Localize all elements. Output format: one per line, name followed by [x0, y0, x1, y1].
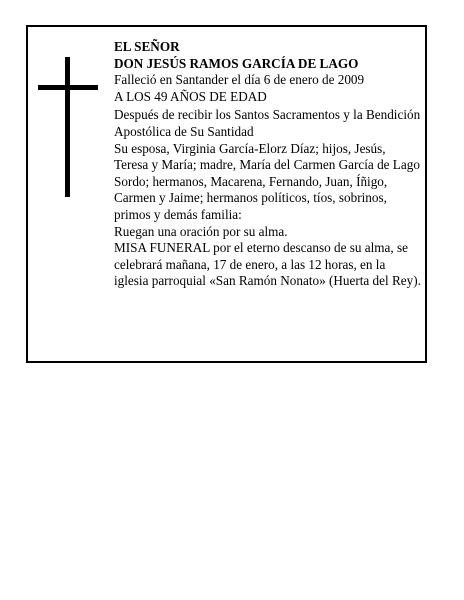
cross-horizontal-bar [38, 85, 98, 90]
obituary-notice [26, 25, 427, 363]
cross-vertical-bar [65, 57, 70, 197]
family-list: Su esposa, Virginia García-Elorz Díaz; hijos, Jesús, Teresa y María; madre, María del Carmen García de Lago Sordo; hermanos, Macarena, Fernando, Juan, Íñigo, Carmen y Jaime; hermanos políticos, tíos, sobrinos, primos y demás familia: [114, 140, 420, 222]
funeral-mass-info: MISA FUNERAL por el eterno descanso de su alma, se celebrará mañana, 17 de enero, a las 12 horas, en la iglesia parroquial «San Ramón Nonato» (Huerta del Rey). [114, 240, 421, 289]
sacraments-statement: Después de recibir los Santos Sacramentos y la Bendición Apostólica de Su Santidad [114, 107, 421, 139]
deceased-name: DON JESÚS RAMOS GARCÍA DE LAGO [114, 55, 359, 71]
prayer-request: Ruegan una oración por su alma. [114, 223, 288, 239]
notice-text [114, 39, 422, 290]
notice-title: EL SEÑOR [114, 39, 180, 54]
death-statement: Falleció en Santander el día 6 de enero de 2009 [114, 72, 365, 88]
age-statement: A LOS 49 AÑOS DE EDAD [114, 88, 267, 104]
cross-icon [38, 57, 98, 197]
